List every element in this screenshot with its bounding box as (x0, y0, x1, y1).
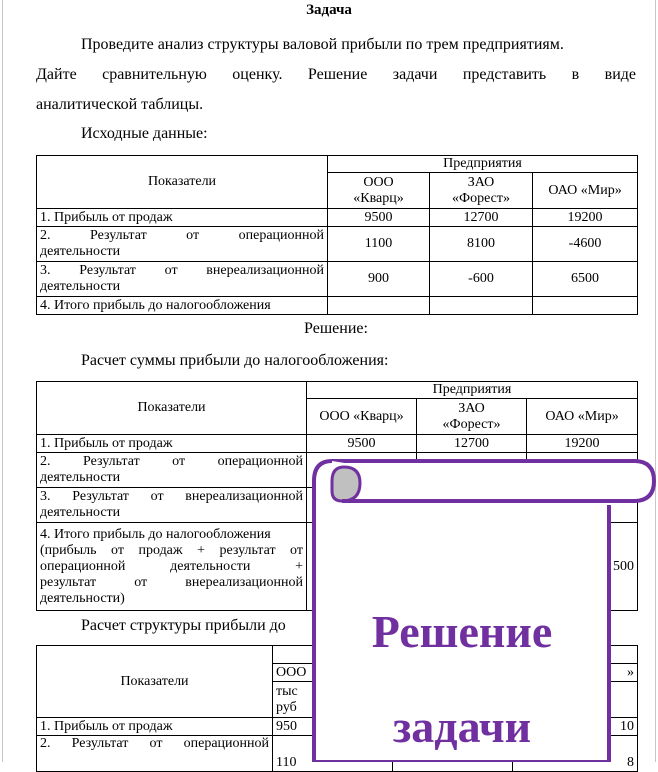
cell-value: -4600 (533, 227, 638, 262)
intro-line-1: Проведите анализ структуры валовой прибыли по трем предприятиям. (81, 36, 564, 53)
header-kvarts: ООО «Кварц» (307, 399, 417, 435)
page-edge-left (2, 0, 3, 762)
row-label: 3. Результат от внереализационной деятельности (37, 488, 307, 523)
row-label: 3. Результат от внереализационной деятельности (37, 262, 328, 297)
header-mir: ОАО «Мир» (527, 399, 638, 435)
intro-line-2: Дайте сравнительную оценку. Решение задачи представить в виде (36, 66, 636, 83)
intro-paragraph (36, 30, 636, 120)
table-row (37, 227, 638, 262)
cell-value: 6500 (533, 262, 638, 297)
header-kvarts: ООО (273, 664, 393, 682)
row-label: 1. Прибыль от продаж (37, 435, 307, 453)
scroll-text-line-2: задачи (392, 701, 532, 752)
row-label: 4. Итого прибыль до налогообложения (прибыль от продаж + результат от операционной деятельности + результат от внереализационной деятельности) (37, 523, 307, 611)
solution-label: Решение: (304, 320, 368, 337)
structure-label: Расчет структуры прибыли до (81, 617, 286, 634)
table-row (37, 209, 638, 227)
intro-line-3: аналитической таблицы. (36, 96, 204, 113)
cell-value: 19200 (533, 209, 638, 227)
solution-scroll-banner (312, 455, 658, 762)
header-mir: » (513, 664, 638, 682)
cell-empty (430, 297, 533, 315)
cell-value: 9500 (307, 435, 417, 453)
header-unit: тыс руб (273, 682, 393, 718)
document-title: Задача (306, 2, 352, 18)
cell-value: 9500 (328, 209, 430, 227)
cell-value: 110 (273, 736, 393, 772)
cell-value: 12700 (430, 209, 533, 227)
row-label: 2. Результат от операционной деятельности (37, 227, 328, 262)
header-indicators: Показатели (37, 646, 273, 718)
header-indicators: Показатели (37, 382, 307, 435)
cell-value: -600 (430, 262, 533, 297)
cell-value: 12700 (417, 435, 527, 453)
cell-value: 950 (273, 718, 393, 736)
cell-empty (533, 297, 638, 315)
header-kvarts: ООО «Кварц» (328, 173, 430, 209)
source-data-label: Исходные данные: (81, 125, 208, 142)
cell-value: 19200 (527, 435, 638, 453)
calc-label: Расчет суммы прибыли до налогообложения: (81, 352, 389, 369)
cell-value: 500 (527, 523, 638, 611)
row-label: 4. Итого прибыль до налогообложения (37, 297, 328, 315)
header-mir: ОАО «Мир» (533, 173, 638, 209)
source-data-table (36, 155, 638, 315)
cell-value: 10 (513, 718, 638, 736)
scroll-text-line-1: Решение (371, 606, 553, 657)
header-enterprises: Предприятия (307, 382, 638, 399)
header-enterprises: Предприятия (328, 156, 638, 173)
cell-empty (328, 297, 430, 315)
row-label: 2. Результат от операционной (37, 736, 273, 772)
cell-value: 8 (513, 736, 638, 772)
scroll-curl (332, 467, 360, 501)
table-row (37, 297, 638, 315)
row-label: 2. Результат от операционной деятельности (37, 453, 307, 488)
cell-value: 8100 (430, 227, 533, 262)
row-label: 1. Прибыль от продаж (37, 209, 328, 227)
cell-value: 900 (328, 262, 430, 297)
row-label: 1. Прибыль от продаж (37, 718, 273, 736)
header-indicators: Показатели (37, 156, 328, 209)
cell-value: 1100 (328, 227, 430, 262)
table-row (37, 262, 638, 297)
table-row (37, 435, 638, 453)
header-forest: ЗАО «Форест» (430, 173, 533, 209)
header-forest: ЗАО «Форест» (417, 399, 527, 435)
